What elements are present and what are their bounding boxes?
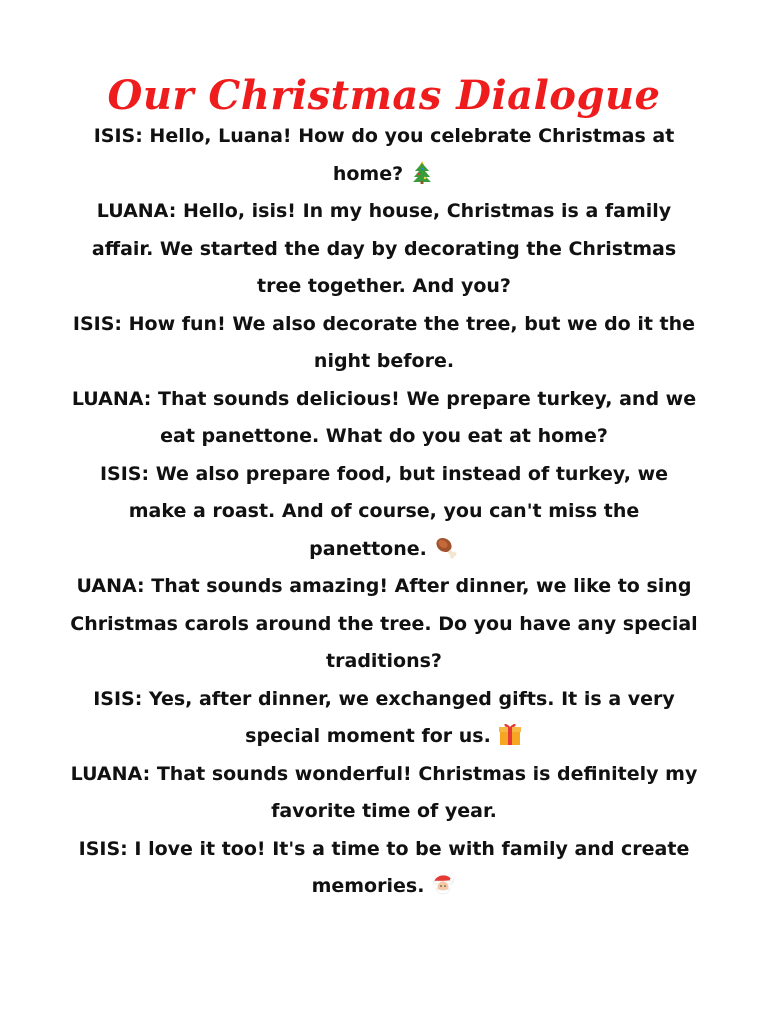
santa-icon [430, 871, 456, 897]
dialogue-line [70, 381, 698, 456]
meat-on-bone-icon [433, 534, 459, 560]
speaker-name: LUANA: [96, 200, 177, 222]
speaker-name: UANA: [76, 575, 145, 597]
dialogue-line [70, 118, 698, 193]
line-text: That sounds amazing! After dinner, we like to sing Christmas carols around the tree. Do you have any special traditions? [70, 575, 698, 672]
gift-icon [497, 721, 523, 747]
dialogue [70, 118, 698, 906]
speaker-name: LUANA: [71, 387, 152, 410]
line-text: Hello, isis! In my house, Christmas is a family affair. We started the day by decorating the Christmas tree together. And you? [91, 200, 677, 297]
page-title: Our Christmas Dialogue [107, 72, 661, 119]
line-text: That sounds delicious! We prepare turkey, and we eat panettone. What do you eat at home? [151, 387, 697, 447]
dialogue-line [70, 568, 698, 681]
christmas-tree-icon [409, 159, 435, 185]
line-text: I love it too! It's a time to be with family and create memories. [127, 837, 690, 897]
line-text: Hello, Luana! How do you celebrate Christmas at home? [142, 125, 675, 185]
speaker-name: ISIS: [93, 687, 143, 710]
dialogue-line [70, 306, 698, 381]
speaker-name: ISIS: [99, 462, 150, 485]
line-text: Yes, after dinner, we exchanged gifts. It is a very special moment for us. [142, 687, 675, 747]
dialogue-line [70, 831, 698, 906]
dialogue-line [70, 456, 698, 569]
speaker-name: ISIS: [72, 312, 123, 335]
line-text: We also prepare food, but instead of turkey, we make a roast. And of course, you can't miss the panettone. [128, 462, 669, 560]
line-text: How fun! We also decorate the tree, but we do it the night before. [122, 312, 696, 372]
speaker-name: ISIS: [93, 125, 143, 147]
line-text: That sounds wonderful! Christmas is definitely my favorite time of year. [150, 762, 698, 822]
speaker-name: LUANA: [70, 762, 151, 785]
dialogue-line [70, 756, 698, 831]
speaker-name: ISIS: [78, 837, 128, 860]
dialogue-line [70, 193, 698, 306]
dialogue-line [70, 681, 698, 756]
